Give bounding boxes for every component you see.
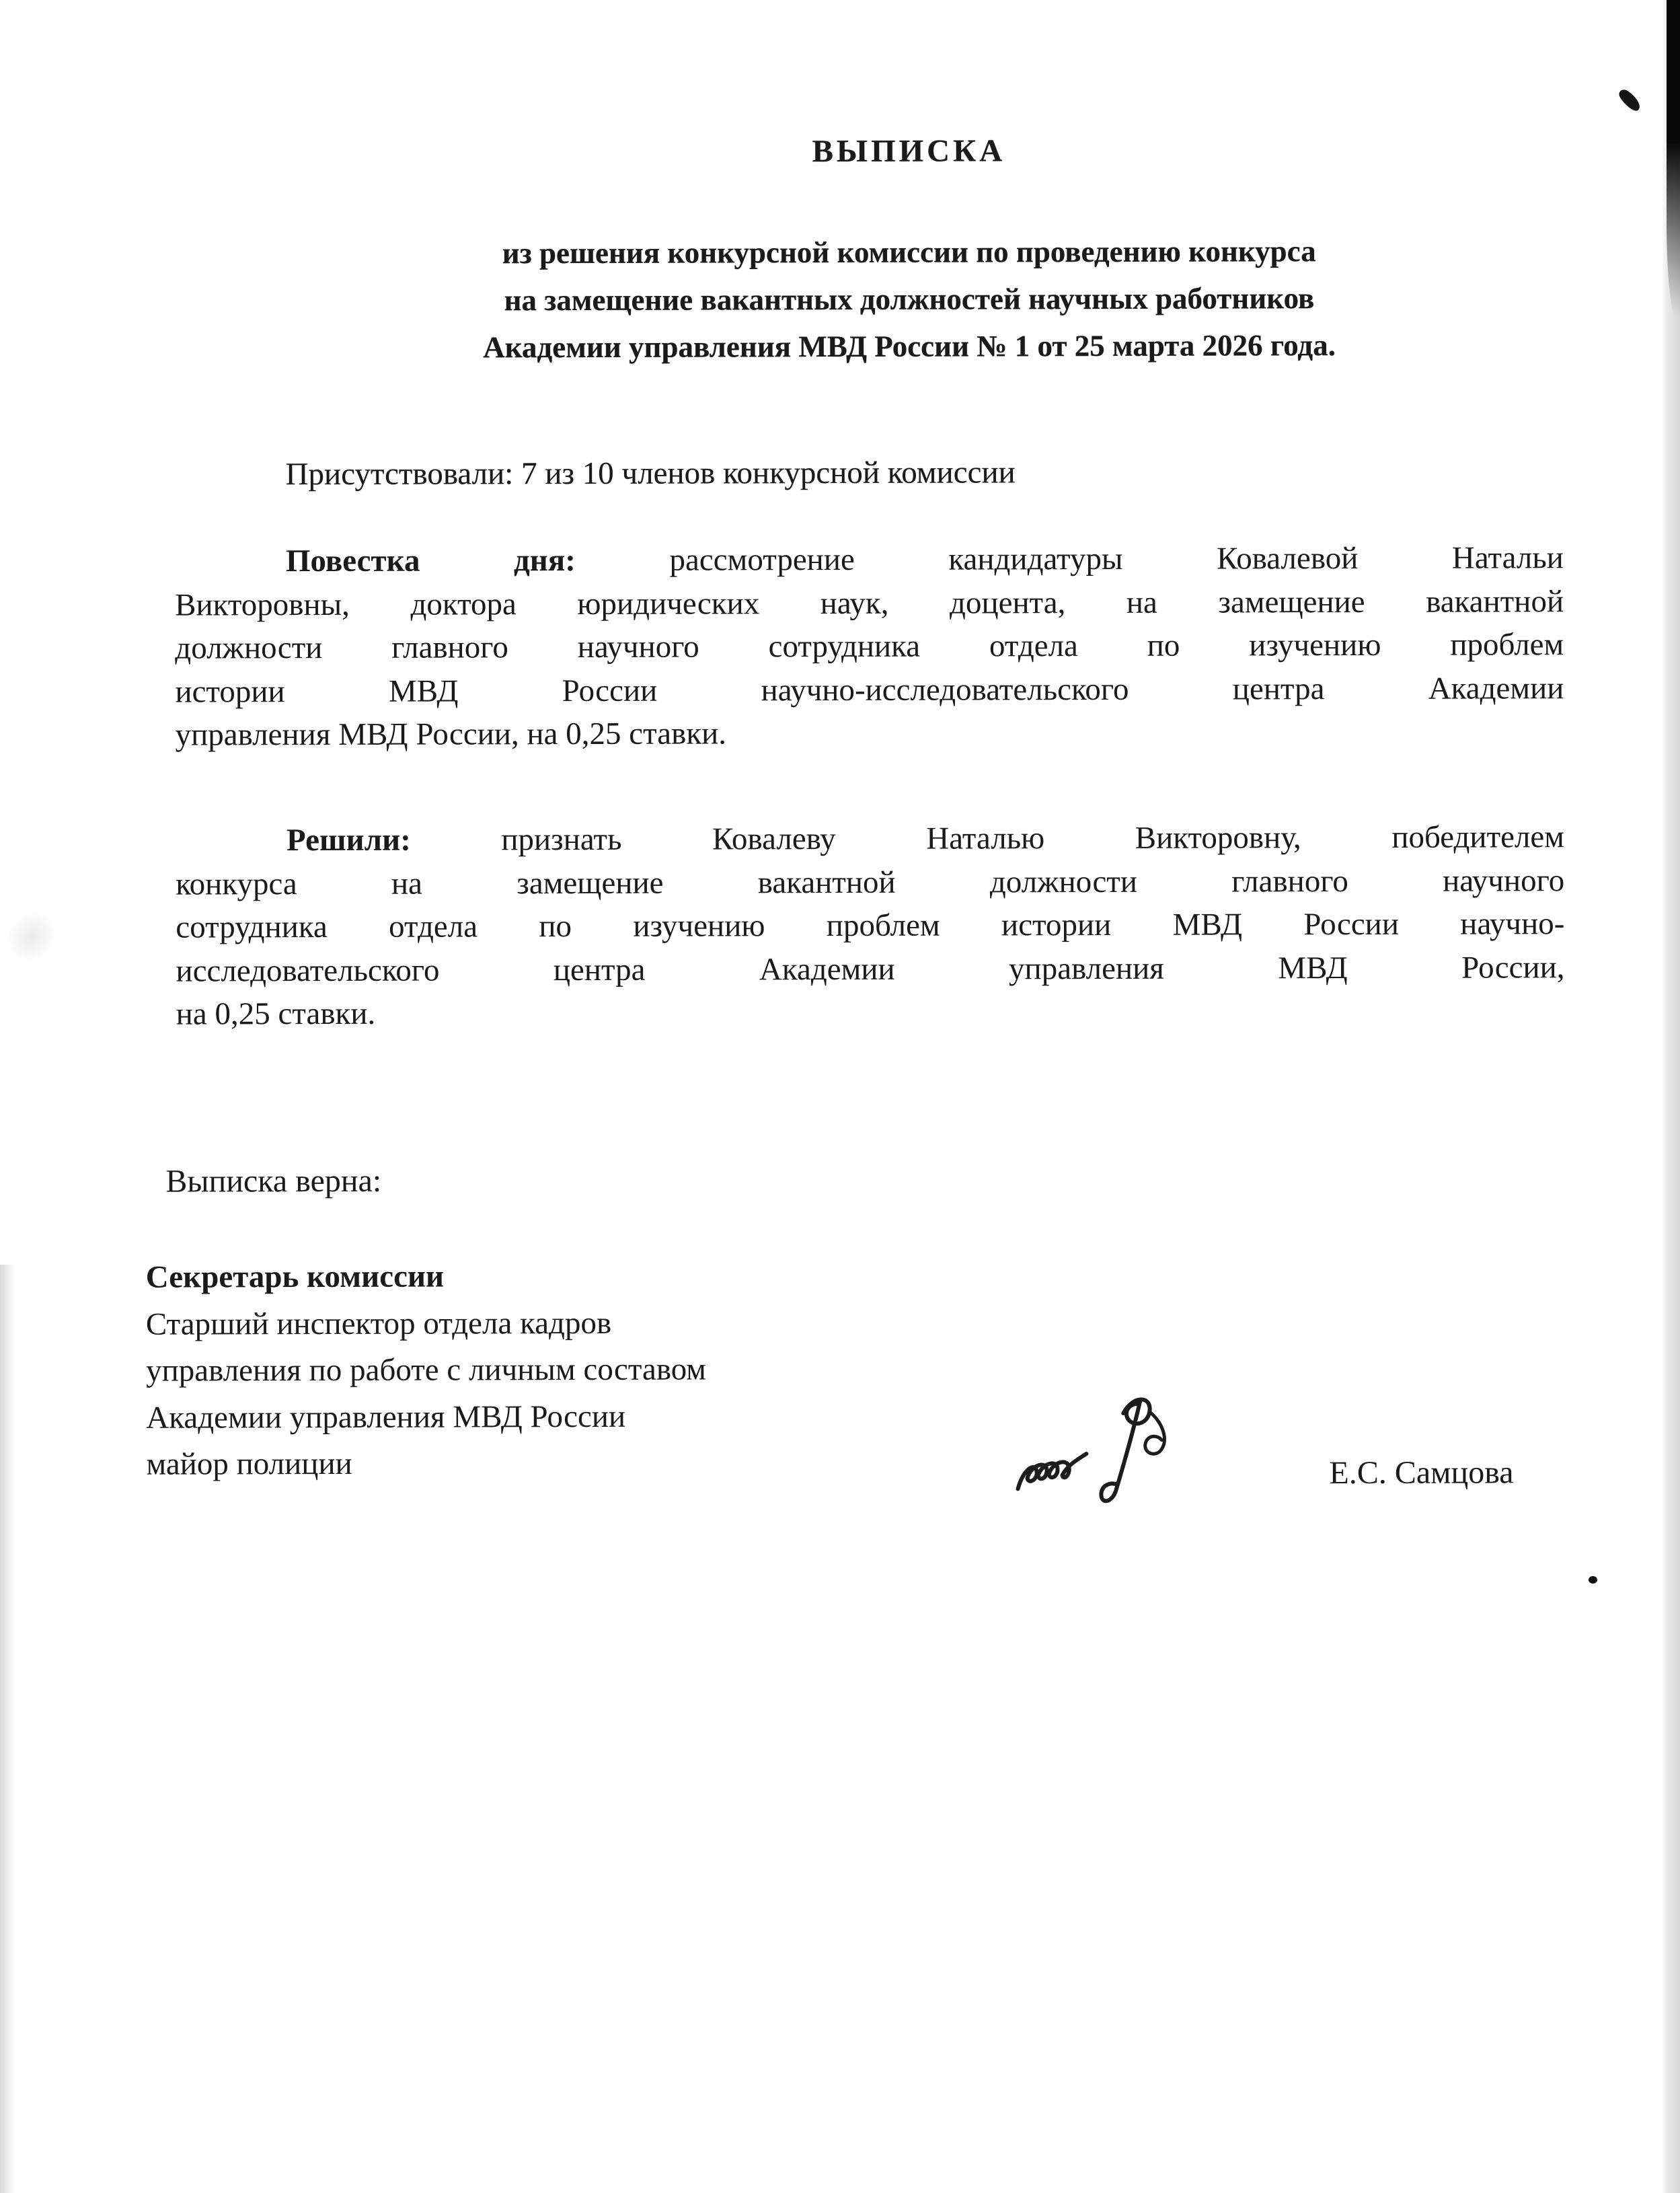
document-title: ВЫПИСКА: [812, 133, 1006, 170]
resolution-line: сотрудника отдела по изучению проблем истории МВД России научно-: [176, 906, 1565, 945]
signatory-role-line: майор полиции: [146, 1446, 352, 1482]
resolution-lead-label: Решили:: [286, 822, 411, 858]
ink-speck: [1589, 1576, 1597, 1584]
signatory-role-line: Академии управления МВД России: [146, 1399, 626, 1436]
resolution-line: на 0,25 ставки.: [176, 996, 376, 1032]
agenda-line: Викторовны, доктора юридических наук, доцента, на замещение вакантной: [175, 583, 1564, 623]
agenda-line: должности главного научного сотрудника отдела по изучению проблем: [175, 627, 1564, 666]
pen-stroke-mark: [1614, 86, 1646, 118]
handwritten-signature-icon: [1008, 1388, 1231, 1524]
certification-line: Выписка верна:: [165, 1162, 382, 1199]
resolution-line: исследовательского центра Академии управления МВД России,: [176, 949, 1565, 989]
signatory-role-line: управления по работе с личным составом: [145, 1351, 707, 1388]
subtitle-line: из решения конкурсной комиссии по проведению конкурса: [502, 234, 1316, 270]
resolution-line: конкурса на замещение вакантной должности главного научного: [176, 862, 1565, 902]
scan-edge-left: [0, 1265, 15, 2193]
signatory-role-title: Секретарь комиссии: [145, 1259, 445, 1295]
agenda-paragraph: [175, 536, 1564, 757]
signatory-block: [146, 1253, 707, 1489]
resolution-line: [176, 815, 1564, 862]
attendance-line: Присутствовали: 7 из 10 членов конкурсной комиссии: [285, 455, 1016, 492]
scan-corner-shadow: [1667, 0, 1680, 316]
signatory-name: Е.С. Самцова: [1329, 1454, 1514, 1491]
agenda-line: истории МВД России научно-исследовательского центра Академии: [175, 670, 1564, 710]
subtitle-line: на замещение вакантных должностей научных работников: [504, 281, 1315, 318]
subtitle-line: Академии управления МВД России № 1 от 25 марта 2026 года.: [483, 328, 1336, 365]
agenda-lead-label: Повестка дня:: [285, 543, 576, 579]
scan-edge-right: [1661, 0, 1680, 2193]
agenda-line: управления МВД России, на 0,25 ставки.: [175, 716, 727, 753]
resolution-line-text: признать Ковалеву Наталью Викторовну, победителем: [410, 819, 1565, 858]
agenda-line: [175, 536, 1564, 583]
document-subtitle: [338, 227, 1482, 371]
agenda-line-text: рассмотрение кандидатуры Ковалевой Натальи: [575, 540, 1564, 579]
signatory-role-line: Старший инспектор отдела кадров: [145, 1305, 612, 1342]
resolution-paragraph: [176, 815, 1565, 1036]
